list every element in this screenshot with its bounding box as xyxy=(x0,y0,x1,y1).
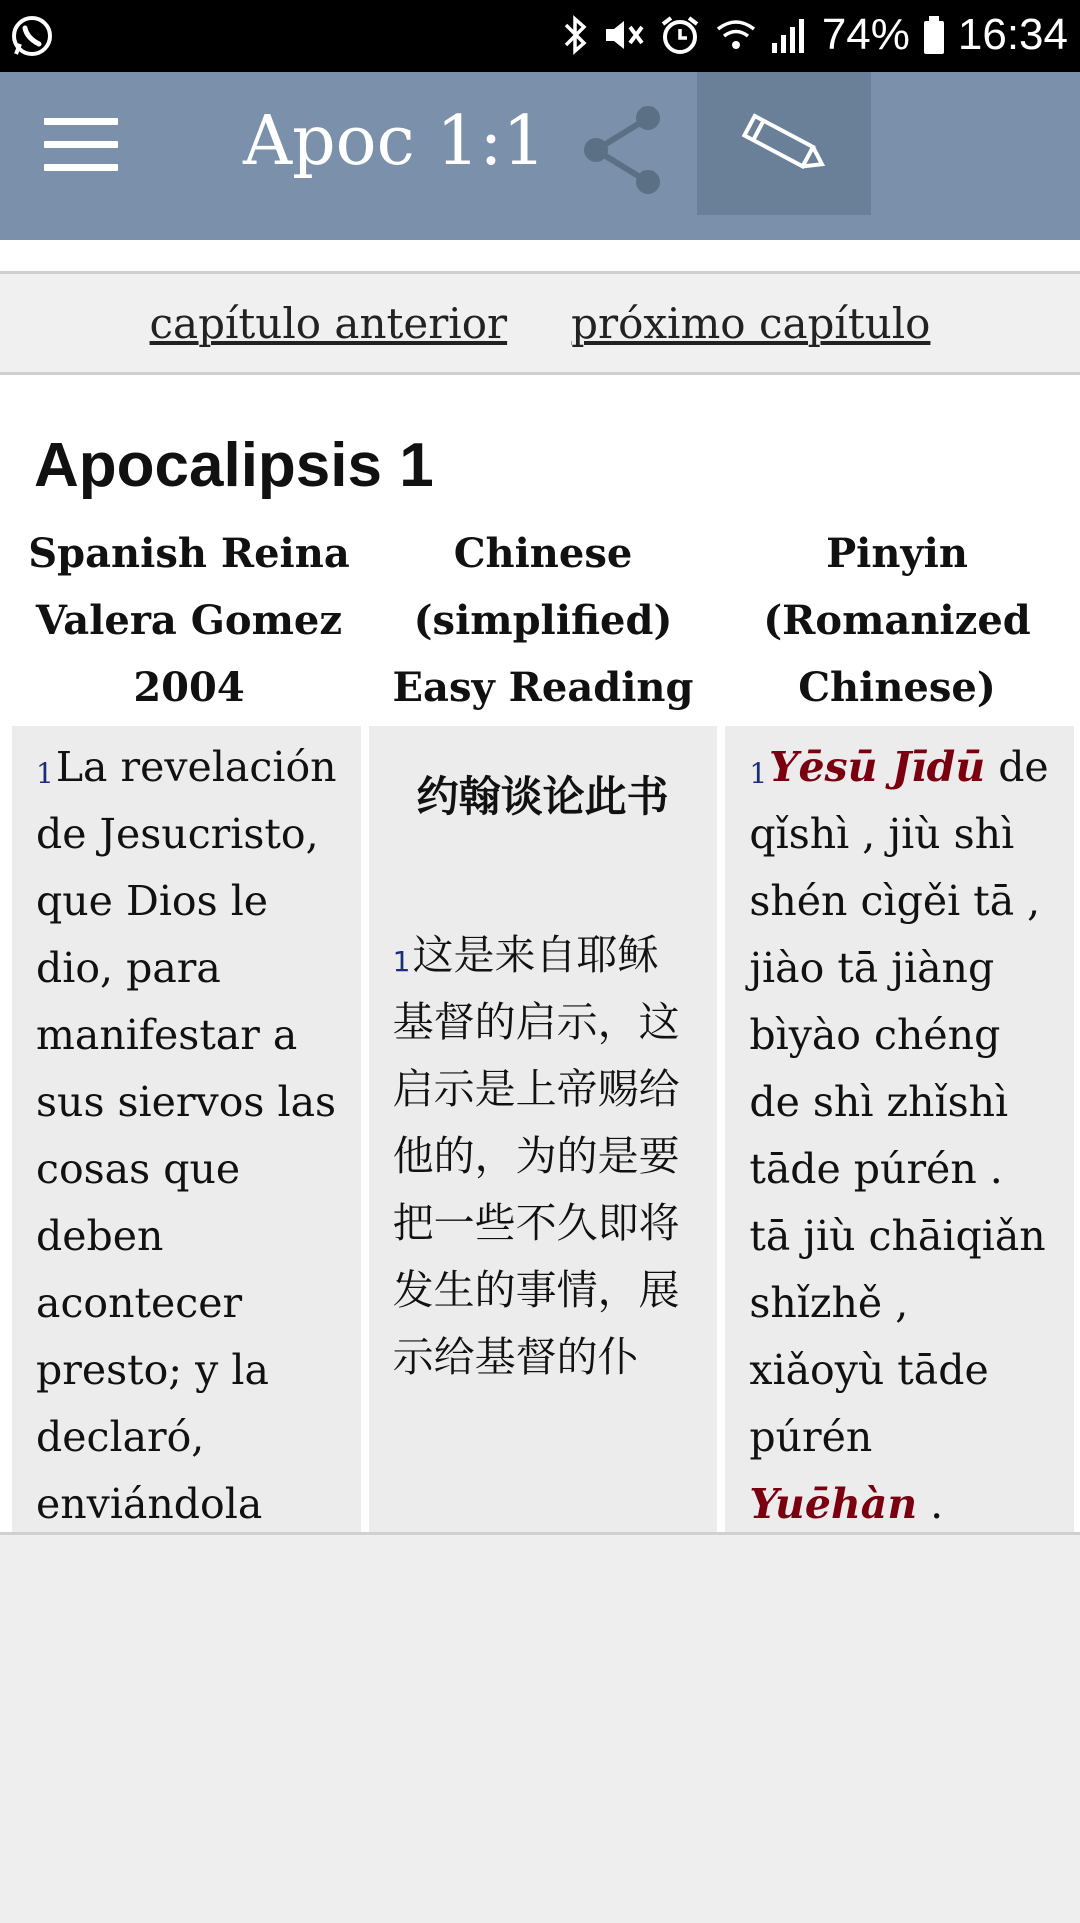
bluetooth-icon xyxy=(562,13,590,57)
previous-chapter-link[interactable]: capítulo anterior xyxy=(149,298,508,348)
verse-text: 这是来自耶稣基督的启示，这启示是上帝赐给他的，为的是要把一些不久即将发生的事情，展示给基督的仆 xyxy=(392,931,680,1381)
chinese-column-header: Chinese (simplified) Easy Reading xyxy=(392,530,694,711)
highlighted-name: Yuēhàn xyxy=(749,1480,918,1528)
status-bar xyxy=(0,0,1080,72)
clock: 16:34 xyxy=(957,10,1068,59)
pinyin-column xyxy=(725,726,1074,1532)
bottom-panel xyxy=(0,1532,1080,1923)
verse-columns xyxy=(12,726,1074,1532)
app-bar xyxy=(0,72,1080,240)
pinyin-column-header: Pinyin (Romanized Chinese) xyxy=(763,530,1031,711)
wifi-icon xyxy=(714,13,758,57)
book-title: Apocalipsis 1 xyxy=(34,431,434,500)
mute-icon xyxy=(602,13,646,57)
chinese-column xyxy=(369,726,718,1532)
verse-text: de qǐshì , jiù shì shén cìgěi tā , jiào tā jiàng bìyào chéng de shì zhǐshì tāde púrén . tā jiù chāiqiǎn shǐzhě , xiǎoyù tāde púrén xyxy=(749,743,1049,1461)
section-heading: 约翰谈论此书 xyxy=(416,772,669,821)
next-chapter-link[interactable]: próximo capítulo xyxy=(571,298,931,348)
share-button[interactable] xyxy=(578,102,674,202)
highlighted-name: Yēsū Jīdū xyxy=(769,743,986,791)
whatsapp-icon xyxy=(10,14,54,62)
signal-icon xyxy=(770,13,810,57)
spanish-column-header: Spanish Reina Valera Gomez 2004 xyxy=(28,530,350,711)
pencil-icon xyxy=(737,109,831,179)
alarm-icon xyxy=(658,13,702,57)
verse-text: La revelación de Jesucristo, que Dios le dio, para manifestar a sus siervos las cosas que deben acontecer presto; y la declaró, enviándola xyxy=(36,743,337,1528)
battery-icon xyxy=(922,13,946,57)
verse-number[interactable]: 1 xyxy=(749,757,768,790)
chapter-navigation xyxy=(0,271,1080,375)
menu-icon xyxy=(44,118,118,171)
edit-button[interactable] xyxy=(697,72,871,215)
verse-number[interactable]: 1 xyxy=(36,757,54,790)
verse-text-end: . xyxy=(917,1480,944,1528)
verse-number[interactable]: 1 xyxy=(392,945,411,978)
page-title: Apoc 1:1 xyxy=(243,102,546,181)
spanish-column xyxy=(12,726,361,1532)
menu-button[interactable] xyxy=(44,118,118,188)
battery-percent: 74% xyxy=(821,10,910,59)
share-icon xyxy=(578,102,668,198)
